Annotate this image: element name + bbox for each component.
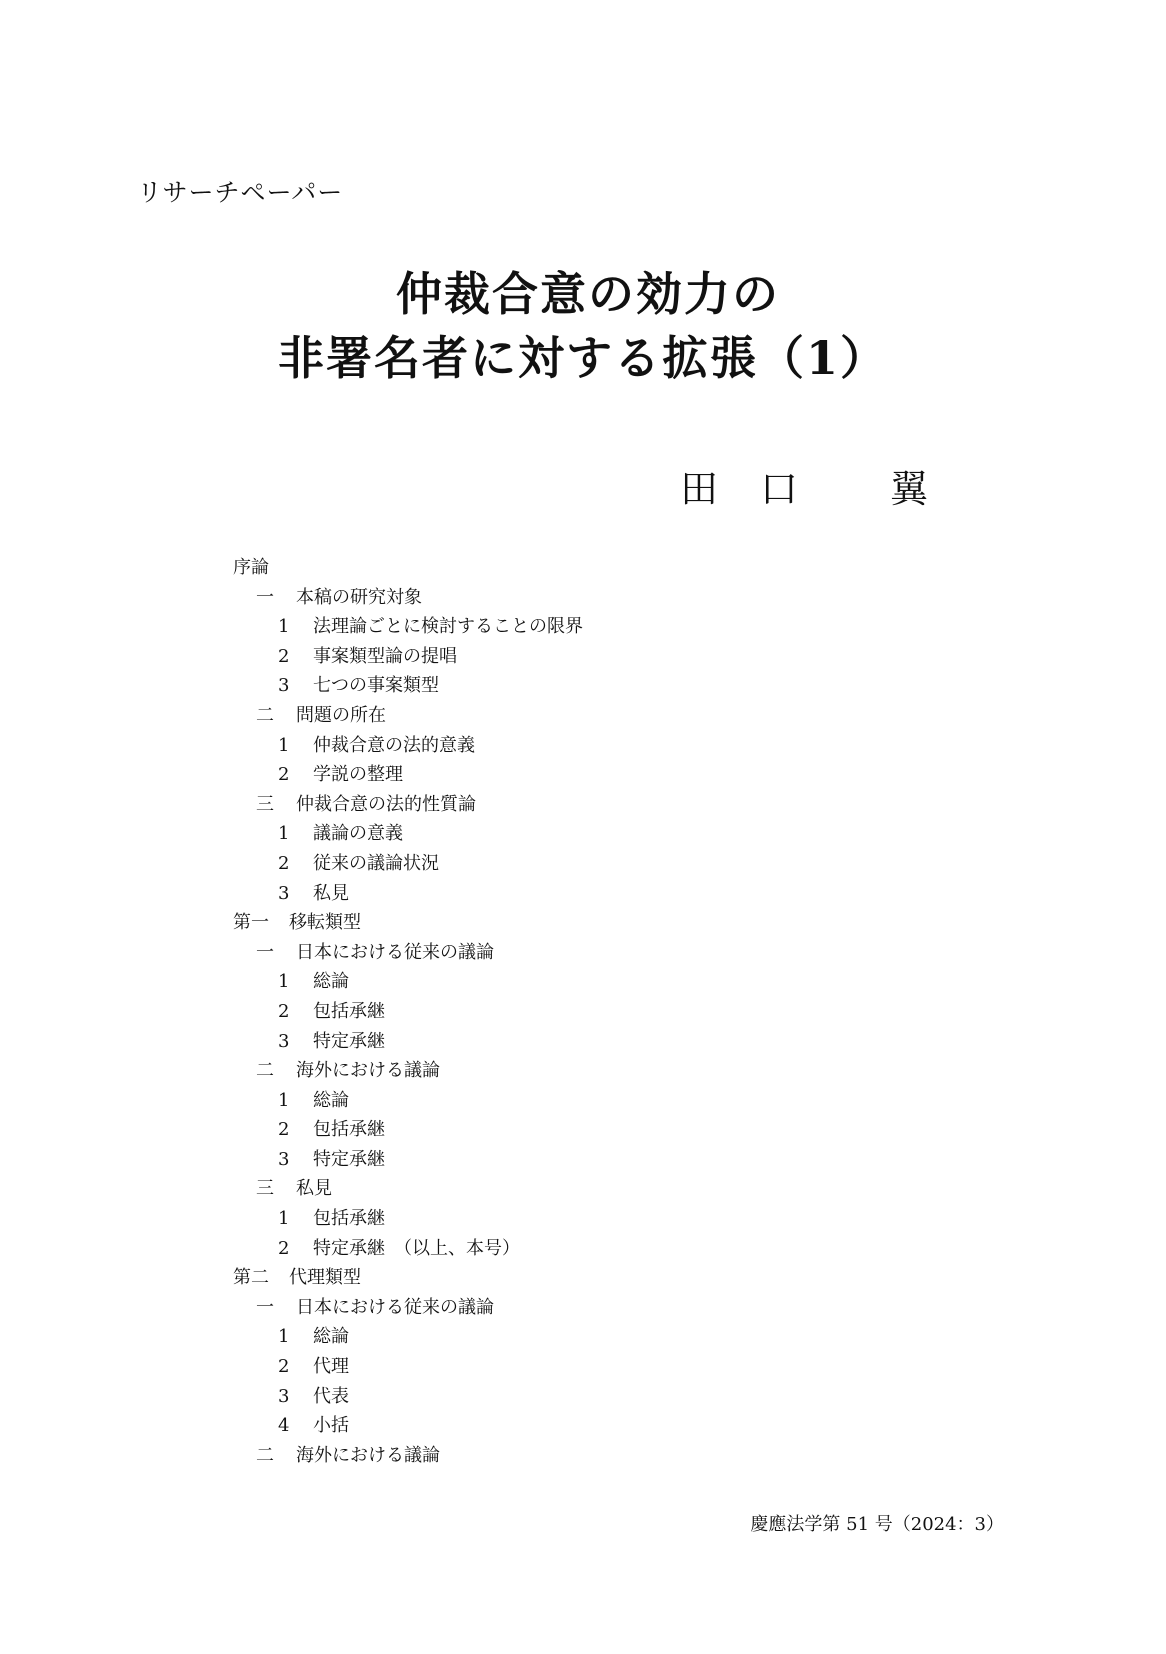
- toc-entry: [233, 879, 583, 909]
- toc-entry: [233, 1174, 583, 1204]
- toc-entry: [233, 1411, 583, 1441]
- toc-entry-text: 代理: [313, 1356, 349, 1378]
- toc-entry-number: 二: [256, 1060, 274, 1082]
- toc-entry-text: 総論: [313, 1089, 349, 1111]
- toc-entry-number: 2: [278, 1000, 290, 1022]
- toc-entry-text: 日本における従来の議論: [296, 1296, 494, 1318]
- toc-entry-number: 2: [278, 852, 290, 874]
- toc-entry: [233, 1293, 583, 1323]
- toc-entry-number: 1: [278, 823, 290, 845]
- toc-entry-number: 2: [278, 645, 290, 667]
- toc-entry: [233, 1234, 583, 1264]
- toc-entry: [233, 642, 583, 672]
- toc-entry-number: 1: [278, 1089, 290, 1111]
- toc-entry-number: 一: [256, 941, 274, 963]
- toc-entry: [233, 1322, 583, 1352]
- toc-entry-text: 日本における従来の議論: [296, 941, 494, 963]
- toc-entry-text: 特定承継: [313, 1148, 385, 1170]
- author-name: [680, 458, 928, 513]
- toc-entry: [233, 701, 583, 731]
- toc-entry-number: 3: [278, 1385, 290, 1407]
- toc-entry-text: 七つの事案類型: [313, 675, 439, 697]
- toc-entry-text: 問題の所在: [296, 704, 386, 726]
- toc-entry-number: 3: [278, 1030, 290, 1052]
- toc-entry-number: 三: [256, 793, 274, 815]
- toc-entry: [233, 583, 583, 613]
- toc-entry-number: 1: [278, 616, 290, 638]
- toc-entry-text: 代理類型: [289, 1267, 361, 1289]
- toc-entry-number: 2: [278, 1237, 290, 1259]
- toc-entry-text: 海外における議論: [296, 1444, 440, 1466]
- toc-entry-text: 特定承継 （以上、本号）: [313, 1237, 520, 1259]
- toc-entry-number: 第二: [233, 1267, 269, 1289]
- toc-entry-text: 事案類型論の提唱: [313, 645, 457, 667]
- toc-entry-text: 特定承継: [313, 1030, 385, 1052]
- toc-entry-number: 一: [256, 1296, 274, 1318]
- toc-entry-text: 学説の整理: [313, 764, 403, 786]
- toc-entry-text: 仲裁合意の法的意義: [313, 734, 475, 756]
- toc-entry-text: 小括: [313, 1415, 349, 1437]
- toc-entry: [233, 731, 583, 761]
- journal-footer: 慶應法学第 51 号（2024：3）: [750, 1514, 1004, 1535]
- toc-entry-number: 第一: [233, 912, 269, 934]
- title-line-1: 仲裁合意の効力の: [396, 267, 780, 321]
- toc-entry: [233, 612, 583, 642]
- toc-entry-text: 議論の意義: [313, 823, 403, 845]
- toc-entry-number: 1: [278, 734, 290, 756]
- toc-entry-number: 1: [278, 1208, 290, 1230]
- toc-entry-number: 2: [278, 764, 290, 786]
- toc-entry-number: 4: [278, 1415, 290, 1437]
- toc-entry: [233, 790, 583, 820]
- title-line-2: 非署名者に対する拡張（1）: [277, 331, 888, 385]
- toc-entry: [233, 671, 583, 701]
- toc-entry: [233, 819, 583, 849]
- toc-entry-number: 3: [278, 1148, 290, 1170]
- author-name-char-3: 翼: [890, 467, 929, 511]
- toc-entry-text: 私見: [296, 1178, 332, 1200]
- toc-entry-number: 二: [256, 1444, 274, 1466]
- toc-entry-number: 2: [278, 1119, 290, 1141]
- toc-entry-text: 包括承継: [313, 1208, 385, 1230]
- toc-entry-text: 総論: [313, 971, 349, 993]
- toc-entry-text: 総論: [313, 1326, 349, 1348]
- toc-entry-text: 包括承継: [313, 1000, 385, 1022]
- toc-entry: [233, 849, 583, 879]
- toc-entry: [233, 1382, 583, 1412]
- toc-entry-number: 三: [256, 1178, 274, 1200]
- toc-entry-text: 従来の議論状況: [313, 852, 439, 874]
- toc-entry-number: 二: [256, 704, 274, 726]
- toc-entry: [233, 1352, 583, 1382]
- toc-entry-text: 代表: [313, 1385, 349, 1407]
- toc-entry: [233, 1145, 583, 1175]
- toc-entry-number: 1: [278, 971, 290, 993]
- toc-entry: [233, 1263, 583, 1293]
- toc-entry: [233, 1056, 583, 1086]
- article-category: リサーチペーパー: [137, 178, 344, 207]
- toc-entry: [233, 553, 583, 583]
- toc-entry: [233, 938, 583, 968]
- toc-entry: [233, 997, 583, 1027]
- toc-entry-text: 移転類型: [289, 912, 361, 934]
- toc-entry: [233, 1115, 583, 1145]
- toc-entry-text: 海外における議論: [296, 1060, 440, 1082]
- toc-entry-number: 1: [278, 1326, 290, 1348]
- toc-entry: [233, 1027, 583, 1057]
- toc-entry: [233, 1441, 583, 1471]
- toc-entry-text: 私見: [313, 882, 349, 904]
- author-name-char-2: 口: [760, 467, 799, 511]
- toc-entry: [233, 967, 583, 997]
- toc-entry-number: 3: [278, 882, 290, 904]
- toc-entry-text: 仲裁合意の法的性質論: [296, 793, 476, 815]
- toc-entry-number: 2: [278, 1356, 290, 1378]
- toc-entry-text: 本稿の研究対象: [296, 586, 422, 608]
- toc-entry: [233, 908, 583, 938]
- toc-entry-number: 序論: [233, 557, 269, 578]
- author-name-char-1: 田: [680, 467, 719, 511]
- toc-entry: [233, 1086, 583, 1116]
- toc-entry-text: 包括承継: [313, 1119, 385, 1141]
- toc-entry-number: 3: [278, 675, 290, 697]
- toc-entry: [233, 1204, 583, 1234]
- toc-entry: [233, 760, 583, 790]
- toc-entry-text: 法理論ごとに検討することの限界: [313, 616, 583, 638]
- toc-entry-number: 一: [256, 586, 274, 608]
- table-of-contents: [233, 553, 583, 1470]
